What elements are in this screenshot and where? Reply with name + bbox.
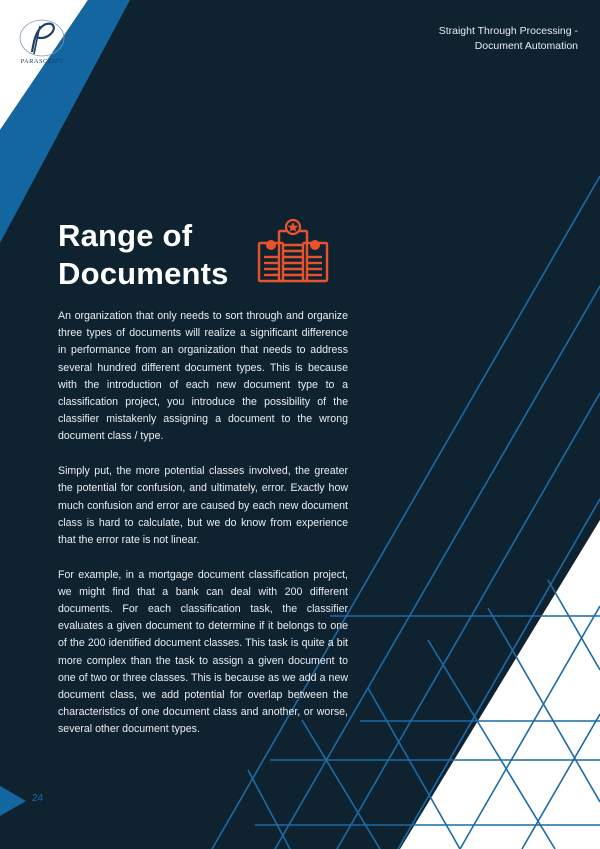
paragraph-3: For example, in a mortgage document classification project, we might find that a bank can deal with 200 different documents. For each classification task, the classifier evaluates a given document to determine if it belongs to one of the 200 identified document classes. This task is quite a bit more complex than the task to assign a given document to one of two or three classes. This is because as we add a new document class, we add potential for overlap between the characteristics of one document class and another, or worse, several other document types. <box>58 568 348 736</box>
header-line-2: Document Automation <box>474 40 578 52</box>
section-title <box>58 217 229 293</box>
title-line-2: Documents <box>58 256 229 291</box>
page-marker-triangle <box>0 786 26 816</box>
white-bottom-triangle <box>400 520 600 849</box>
parascript-logo <box>10 16 74 66</box>
page-number: 24 <box>32 793 44 804</box>
logo-wordmark: PARASCRIPT <box>20 58 64 65</box>
title-line-1: Range of <box>58 218 193 253</box>
header-line-1: Straight Through Processing - <box>438 25 578 37</box>
body-text <box>58 308 348 756</box>
paragraph-1: An organization that only needs to sort through and organize three types of documents will realize a significant difference in performance from an organization that needs to address several hundred different document types. This is because with the introduction of each new document type to a classification project, you introduce the possibility of the classifier mistakenly assigning a document to the wrong document class / type. <box>58 310 348 443</box>
page-header <box>439 24 578 54</box>
paragraph-2: Simply put, the more potential classes involved, the greater the potential for confusion, and ultimately, error. Exactly how much confusion and error are caused by each new document class is hard to calculate, but we do know from experience that the error rate is not linear. <box>58 465 348 546</box>
documents-award-icon <box>255 217 331 287</box>
logo-emblem <box>10 16 74 60</box>
